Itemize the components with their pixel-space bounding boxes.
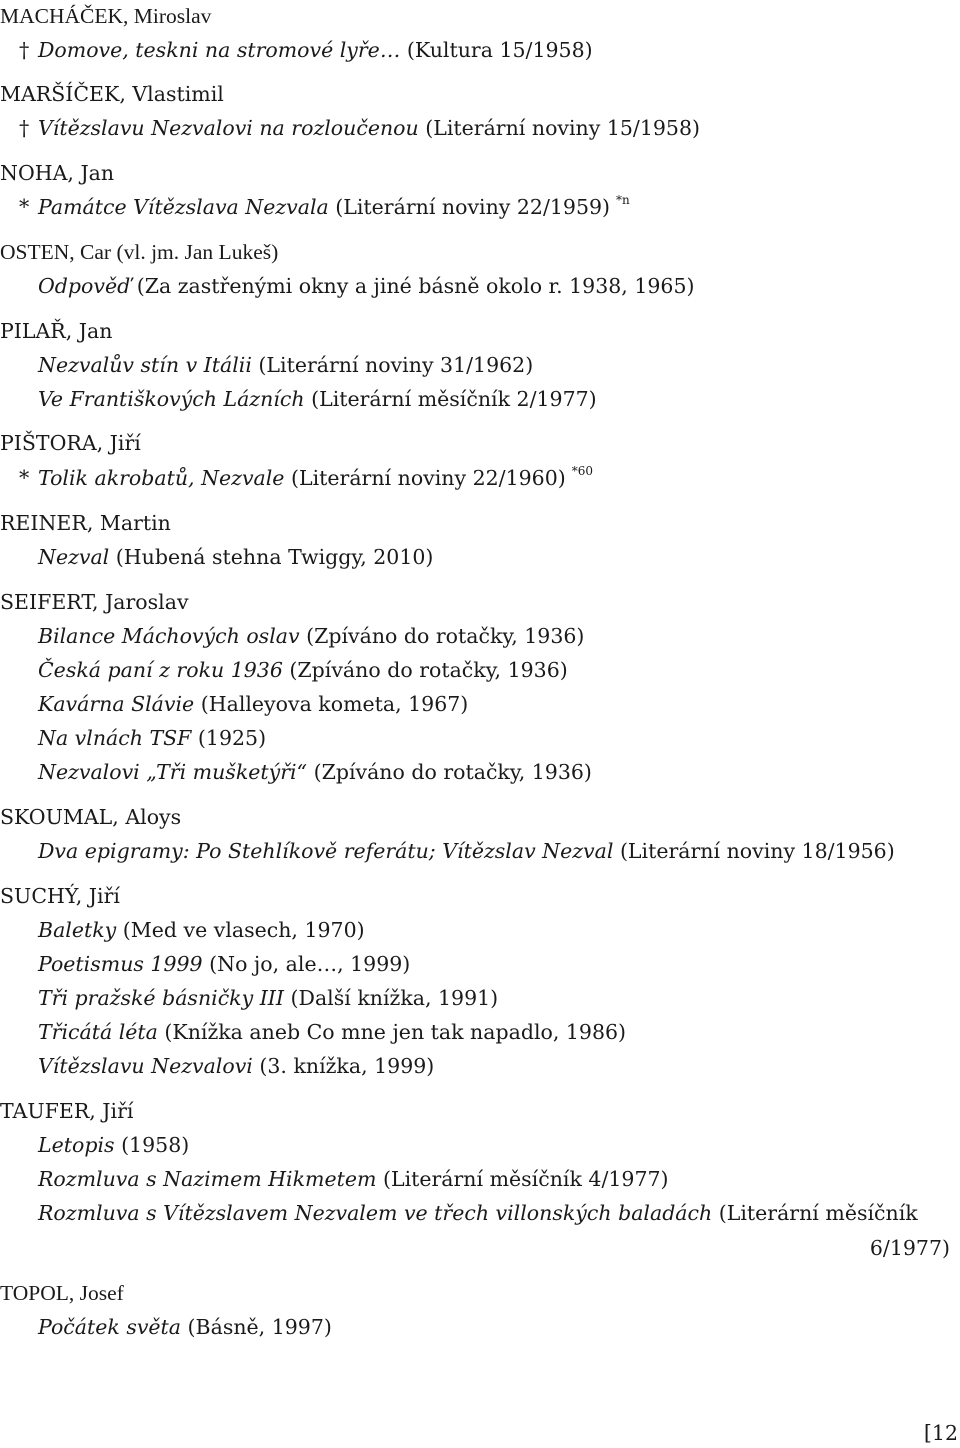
bibliography-entry [38, 1132, 189, 1158]
author-heading: PILAŘ, Jan [0, 319, 113, 343]
entry-title: Tolik akrobatů, Nezvale [38, 466, 285, 490]
entry-source: (Zpíváno do rotačky, 1936) [313, 760, 592, 784]
entry-title: Vítězslavu Nezvalovi [38, 1054, 253, 1078]
bibliography-entry [38, 1200, 918, 1226]
entry-source: (Literární měsíčník [718, 1201, 918, 1225]
entry-source: (Literární měsíčník 4/1977) [382, 1167, 669, 1191]
entry-source: (Knížka aneb Co mne jen tak napadlo, 1986) [164, 1020, 627, 1044]
dagger-marker: † [19, 38, 30, 62]
entry-source: (Za zastřenými okny a jiné básně okolo r. 1938, 1965) [136, 274, 695, 298]
bibliography-entry [38, 623, 584, 649]
asterisk-marker: * [19, 466, 30, 490]
entry-title: Odpověď [38, 274, 131, 298]
entry-source: (Literární měsíčník 2/1977) [311, 387, 597, 411]
entry-title: Česká paní z roku 1936 [38, 658, 283, 682]
entry-superscript: *60 [571, 464, 594, 478]
bibliography-entry [38, 273, 695, 299]
entry-title: Letopis [38, 1133, 115, 1157]
bibliography-entry [38, 352, 533, 378]
bibliography-entry [38, 1314, 332, 1340]
author-heading: MACHÁČEK, Miroslav [0, 4, 212, 28]
entry-title: Na vlnách TSF [38, 726, 192, 750]
bibliography-entry [38, 1053, 434, 1079]
entry-source: (No jo, ale…, 1999) [209, 952, 411, 976]
entry-title: Rozmluva s Vítězslavem Nezvalem ve třech villonských baladách [38, 1201, 713, 1225]
entry-source: (Zpíváno do rotačky, 1936) [289, 658, 568, 682]
entry-source: (Další knížka, 1991) [290, 986, 499, 1010]
bibliography-entry [38, 657, 568, 683]
author-heading: OSTEN, Car (vl. jm. Jan Lukeš) [0, 240, 279, 264]
bibliography-entry [38, 691, 468, 717]
bibliography-entry [38, 838, 895, 864]
entry-title: Rozmluva s Nazimem Hikmetem [38, 1167, 377, 1191]
entry-source: (Literární noviny 31/1962) [258, 353, 534, 377]
entry-title: Domove, teskni na stromové lyře… [38, 38, 401, 62]
bibliography-entry [19, 194, 630, 223]
bibliography-entry [19, 115, 700, 141]
author-heading: SUCHÝ, Jiří [0, 884, 120, 908]
entry-title: Památce Vítězslava Nezvala [38, 195, 329, 219]
bibliography-entry [38, 1019, 626, 1045]
entry-source: (Literární noviny 22/1960) [290, 466, 566, 490]
bibliography-entry [38, 917, 365, 943]
author-heading: TAUFER, Jiří [0, 1099, 134, 1123]
entry-title: Nezvalovi „Tři mušketýři“ [38, 760, 308, 784]
entry-source: (Literární noviny 15/1958) [425, 116, 701, 140]
entry-title: Poetismus 1999 [38, 952, 203, 976]
entry-title: Nezvalův stín v Itálii [38, 353, 252, 377]
bibliography-entry [38, 544, 433, 570]
bibliography-entry [38, 759, 592, 785]
bibliography-entry [38, 985, 498, 1011]
entry-source: (1925) [197, 726, 267, 750]
entry-title: Tři pražské básničky III [38, 986, 284, 1010]
entry-title: Vítězslavu Nezvalovi na rozloučenou [38, 116, 419, 140]
entry-source: (3. knížka, 1999) [259, 1054, 435, 1078]
bibliography-entry [38, 1166, 669, 1192]
entry-source: (Literární noviny 22/1959) [335, 195, 611, 219]
dagger-marker: † [19, 116, 30, 140]
author-heading: PIŠTORA, Jiří [0, 431, 141, 455]
entry-title: Baletky [38, 918, 117, 942]
entry-source-continuation: 6/1977) [869, 1236, 950, 1260]
entry-source: (Literární noviny 18/1956) [619, 839, 895, 863]
author-heading: REINER, Martin [0, 511, 171, 535]
entry-source: (Med ve vlasech, 1970) [122, 918, 365, 942]
bibliography-entry [19, 37, 593, 63]
entry-source: (Hubená stehna Twiggy, 2010) [115, 545, 434, 569]
entry-title: Kavárna Slávie [38, 692, 195, 716]
entry-title: Počátek světa [38, 1315, 182, 1339]
entry-title: Nezval [38, 545, 110, 569]
author-heading: SKOUMAL, Aloys [0, 805, 182, 829]
bibliography-entry [38, 725, 266, 751]
page-number: [12 [923, 1421, 958, 1445]
author-heading: TOPOL, Josef [0, 1281, 124, 1305]
entry-source: (1958) [121, 1133, 190, 1157]
bibliography-entry [19, 465, 593, 494]
author-heading: MARŠÍČEK, Vlastimil [0, 82, 224, 106]
entry-title: Ve Františkových Lázních [38, 387, 305, 411]
entry-title: Třicátá léta [38, 1020, 158, 1044]
bibliography-entry [38, 951, 410, 977]
author-heading: NOHA, Jan [0, 161, 115, 185]
entry-source: (Halleyova kometa, 1967) [200, 692, 469, 716]
author-heading: SEIFERT, Jaroslav [0, 590, 189, 614]
entry-source: (Zpíváno do rotačky, 1936) [306, 624, 585, 648]
entry-superscript: *n [616, 193, 630, 207]
bibliography-entry [38, 386, 597, 412]
entry-title: Dva epigramy: Po Stehlíkově referátu; Vítězslav Nezval [38, 839, 614, 863]
entry-source: (Kultura 15/1958) [406, 38, 593, 62]
asterisk-marker: * [19, 195, 30, 219]
entry-source: (Básně, 1997) [187, 1315, 332, 1339]
entry-title: Bilance Máchových oslav [38, 624, 300, 648]
